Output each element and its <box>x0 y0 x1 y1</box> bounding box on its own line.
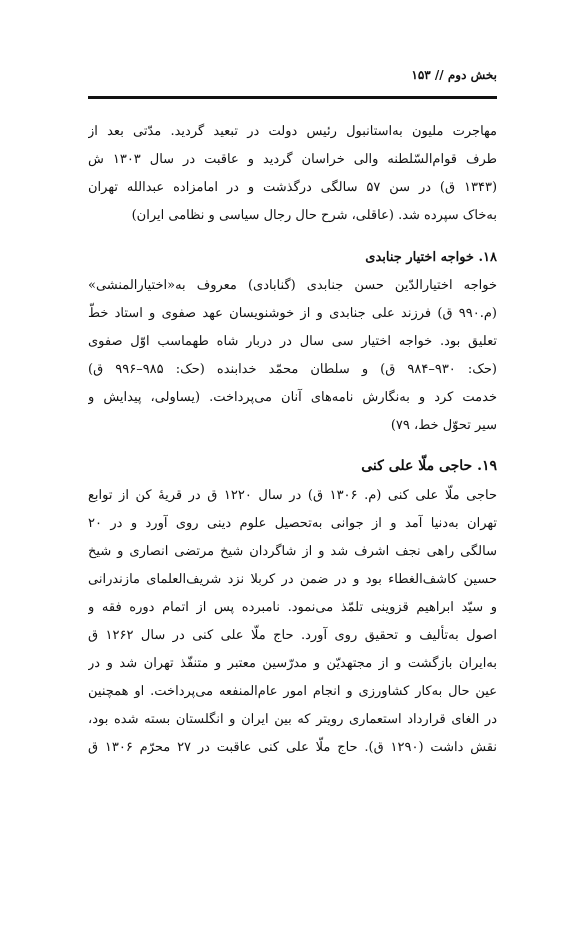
text-line: عین حال به‌کار کشاورزی و انجام امور عام‌المنفعه می‌پرداخت. او همچنین <box>88 684 497 699</box>
text-line: طرف قوام‌السّلطنه والی خراسان گردید و عاقبت در سال ۱۳۰۳ ش <box>88 152 497 167</box>
text-line: به‌خاک سپرده شد. (عاقلی، شرح حال رجال سیاسی و نظامی ایران) <box>131 208 497 223</box>
text-line: (۱۳۴۳ ق) در سن ۵۷ سالگی درگذشت و در امامزاده عبدالله تهران <box>88 180 497 195</box>
text-line: نقش داشت (۱۲۹۰ ق). حاج ملّا علی کنی عاقبت در ۲۷ محرّم ۱۳۰۶ ق <box>88 740 497 755</box>
section-18 <box>88 244 497 440</box>
page-body <box>88 118 497 762</box>
text-line: اصول به‌تألیف و تحقیق روی آورد. حاج ملّا علی کنی در سال ۱۲۶۲ ق <box>88 628 497 643</box>
text-line: (حک: ۹۳۰–۹۸۴ ق) و سلطان محمّد خدابنده (حک: ۹۸۵–۹۹۶ ق) <box>88 362 497 377</box>
section-heading: ۱۹. حاجی ملّا علی کنی <box>361 458 497 474</box>
text-line: در الغای قرارداد استعماری رویتر که بین ایران و انگلستان بسته شده بود، <box>88 712 497 727</box>
text-line: به‌ایران بازگشت و از مجتهدیّن و مدرّسین معتبر و متنفّذ تهران شد و در <box>88 656 497 671</box>
header-rule <box>88 96 497 99</box>
text-line: (م.۹۹۰ ق) فرزند علی جنابدی و از خوشنویسان عهد صفوی و استاد خطّ <box>88 306 497 321</box>
text-line: حسین کاشف‌الغطاء بود و در ضمن در کربلا نزد شریف‌العلمای مازندرانی <box>88 572 497 587</box>
text-line: سالگی راهی نجف اشرف شد و از شاگردان شیخ مرتضی انصاری و شیخ <box>88 544 497 559</box>
text-line: حاجی ملّا علی کنی (م. ۱۳۰۶ ق) در سال ۱۲۲۰ ق در قریهٔ کن از توابع <box>88 488 497 503</box>
text-line: تهران به‌دنیا آمد و از جوانی به‌تحصیل علوم دینی روی آورد و در ۲۰ <box>88 516 497 531</box>
text-line: خواجه اختیارالدّین حسن جنابدی (گنابادی) معروف به«اختیارالمنشی» <box>88 278 497 293</box>
text-line: و سیّد ابراهیم قزوینی تلمّذ می‌نمود. نامبرده پس از اتمام دوره فقه و <box>88 600 497 615</box>
text-line: سیر تحوّل خط، ۷۹) <box>390 418 497 433</box>
running-head: بخش دوم // ۱۵۳ <box>411 68 497 82</box>
section-19 <box>88 450 497 762</box>
text-line: مهاجرت ملیون به‌استانبول رئیس دولت در تبعید گردید. مدّتی بعد از <box>88 124 497 139</box>
section-heading: ۱۸. خواجه اختیار جنابدی <box>365 250 497 265</box>
intro-paragraph <box>88 118 497 230</box>
text-line: خدمت کرد و به‌نگارش نامه‌های آنان می‌پرداخت. (یساولی، پیدایش و <box>88 390 497 405</box>
text-line: تعلیق بود. خواجه اختیار سی سال در دربار شاه طهماسب اوّل صفوی <box>88 334 497 349</box>
